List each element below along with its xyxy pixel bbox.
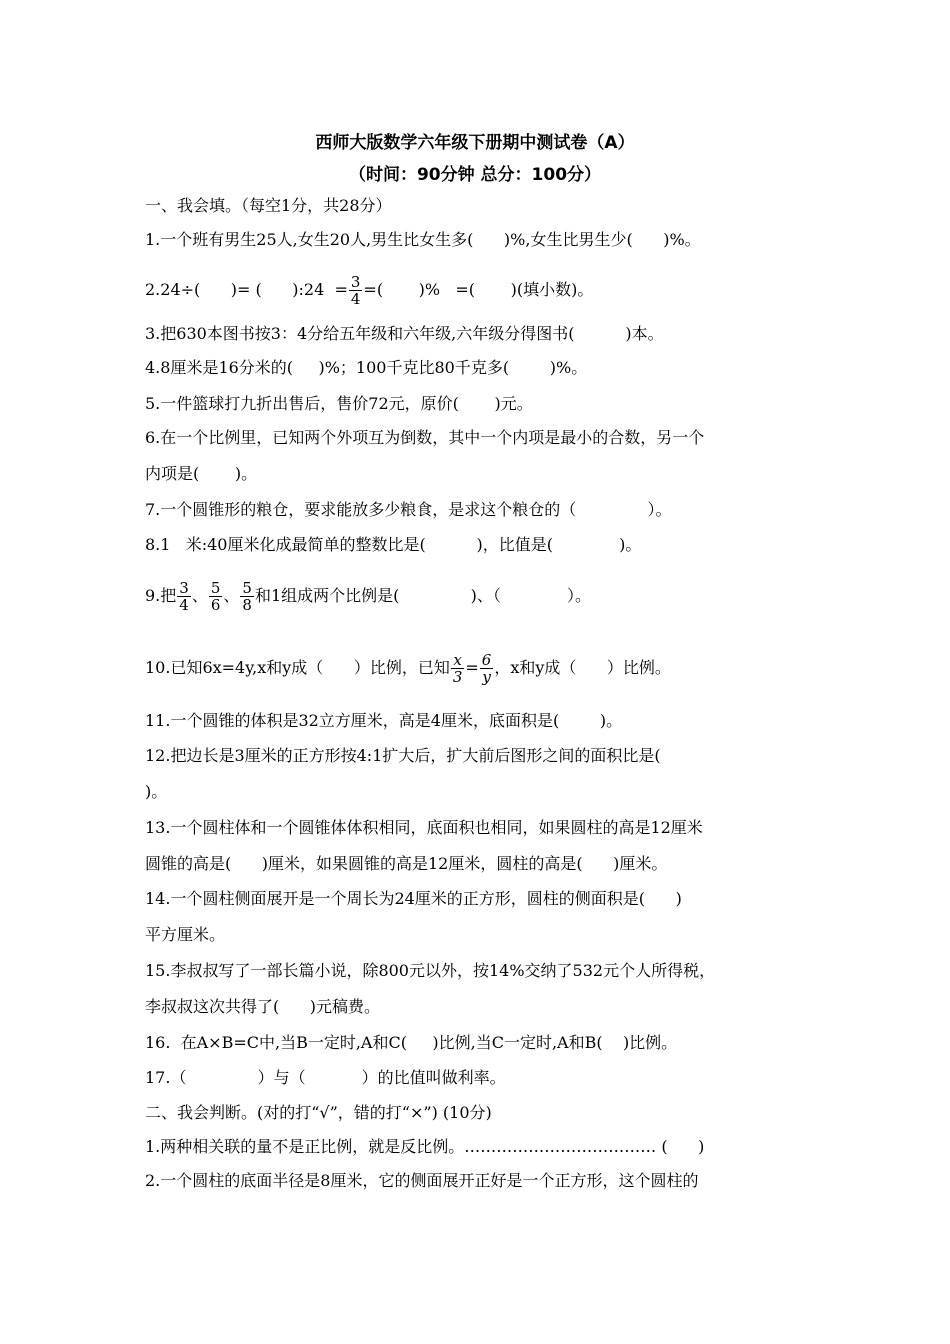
question-1-10-lead: 10.已知6x=4y,x和y成（ ）比例，已知 <box>145 658 450 677</box>
question-1-2 <box>145 274 593 307</box>
fraction-3-4: $\frac{3}{4}$ <box>179 579 189 614</box>
question-1-12-line1: 12.把边长是3厘米的正方形按4:1扩大后，扩大前后图形之间的面积比是( <box>145 746 661 765</box>
question-1-14-line1: 14.一个圆柱侧面展开是一个周长为24厘米的正方形，圆柱的侧面积是( ) <box>145 889 682 908</box>
question-1-9 <box>145 580 591 613</box>
question-1-2-lead: 2.24÷( )= ( ):24 = <box>145 280 348 299</box>
question-2-2: 2.一个圆柱的底面半径是8厘米，它的侧面展开正好是一个正方形，这个圆柱的 <box>145 1171 699 1190</box>
section2-heading: 二、我会判断。(对的打“√”，错的打“×”) (10分) <box>145 1103 492 1122</box>
question-1-12-line2: )。 <box>145 782 168 801</box>
question-1-1: 1.一个班有男生25人,女生20人,男生比女生多( )%,女生比男生少( )%。 <box>145 230 701 249</box>
question-1-15-line2: 李叔叔这次共得了( )元稿费。 <box>145 997 381 1016</box>
fraction-5-6: $\frac{5}{6}$ <box>210 579 221 614</box>
question-1-10-tail: ，x和y成（ ）比例。 <box>494 658 671 677</box>
question-1-15-line1: 15.李叔叔写了一部长篇小说，除800元以外，按14%交纳了532元个人所得税， <box>145 961 716 980</box>
separator: 、 <box>223 586 240 605</box>
question-1-8: 8.1 米:40厘米化成最简单的整数比是( )，比值是( )。 <box>145 535 642 554</box>
question-1-13-line2: 圆锥的高是( )厘米，如果圆锥的高是12厘米，圆柱的高是( )厘米。 <box>145 854 668 873</box>
question-1-7: 7.一个圆锥形的粮仓，要求能放多少粮食，是求这个粮仓的（ ）。 <box>145 500 672 519</box>
fraction-x-3: $\frac{x}{3}$ <box>452 651 463 686</box>
separator: 、 <box>191 586 208 605</box>
fraction-5-8: $\frac{5}{8}$ <box>242 579 252 614</box>
question-1-14-line2: 平方厘米。 <box>145 925 226 944</box>
question-1-17: 17.（ ）与（ ）的比值叫做利率。 <box>145 1068 506 1087</box>
question-1-9-tail: 和1组成两个比例是( )、（ ）。 <box>254 586 591 605</box>
page-title: 西师大版数学六年级下册期中测试卷（A） <box>315 133 635 153</box>
question-1-5: 5.一件篮球打九折出售后，售价72元，原价( )元。 <box>145 394 533 413</box>
question-1-6-line1: 6.在一个比例里，已知两个外项互为倒数，其中一个内项是最小的合数，另一个 <box>145 428 705 447</box>
question-1-3: 3.把630本图书按3：4分给五年级和六年级,六年级分得图书( )本。 <box>145 324 664 343</box>
fraction-three-quarters: $\frac{3}{4}$ <box>350 273 361 308</box>
question-2-1: 1.两种相关联的量不是正比例，就是反比例。……………………………… ( ) <box>145 1137 705 1156</box>
question-1-6-line2: 内项是( )。 <box>145 464 258 483</box>
question-1-2-tail: =( )% =( )(填小数)。 <box>363 280 594 299</box>
equals-sign: = <box>465 658 479 677</box>
question-1-9-lead: 9.把 <box>145 586 177 605</box>
question-1-11: 11.一个圆锥的体积是32立方厘米，高是4厘米，底面积是( )。 <box>145 711 623 730</box>
question-1-13-line1: 13.一个圆柱体和一个圆锥体体积相同，底面积也相同，如果圆柱的高是12厘米 <box>145 818 703 837</box>
question-1-16: 16. 在A×B=C中,当B一定时,A和C( )比例,当C一定时,A和B( )比例。 <box>145 1033 678 1052</box>
section1-heading: 一、我会填。（每空1分，共28分） <box>145 196 392 215</box>
page-subtitle: （时间：90分钟 总分：100分） <box>348 165 602 185</box>
question-1-4: 4.8厘米是16分米的( )%；100千克比80千克多( )%。 <box>145 358 588 377</box>
question-1-10 <box>145 652 671 685</box>
fraction-6-y: $\frac{6}{y}$ <box>481 651 492 686</box>
